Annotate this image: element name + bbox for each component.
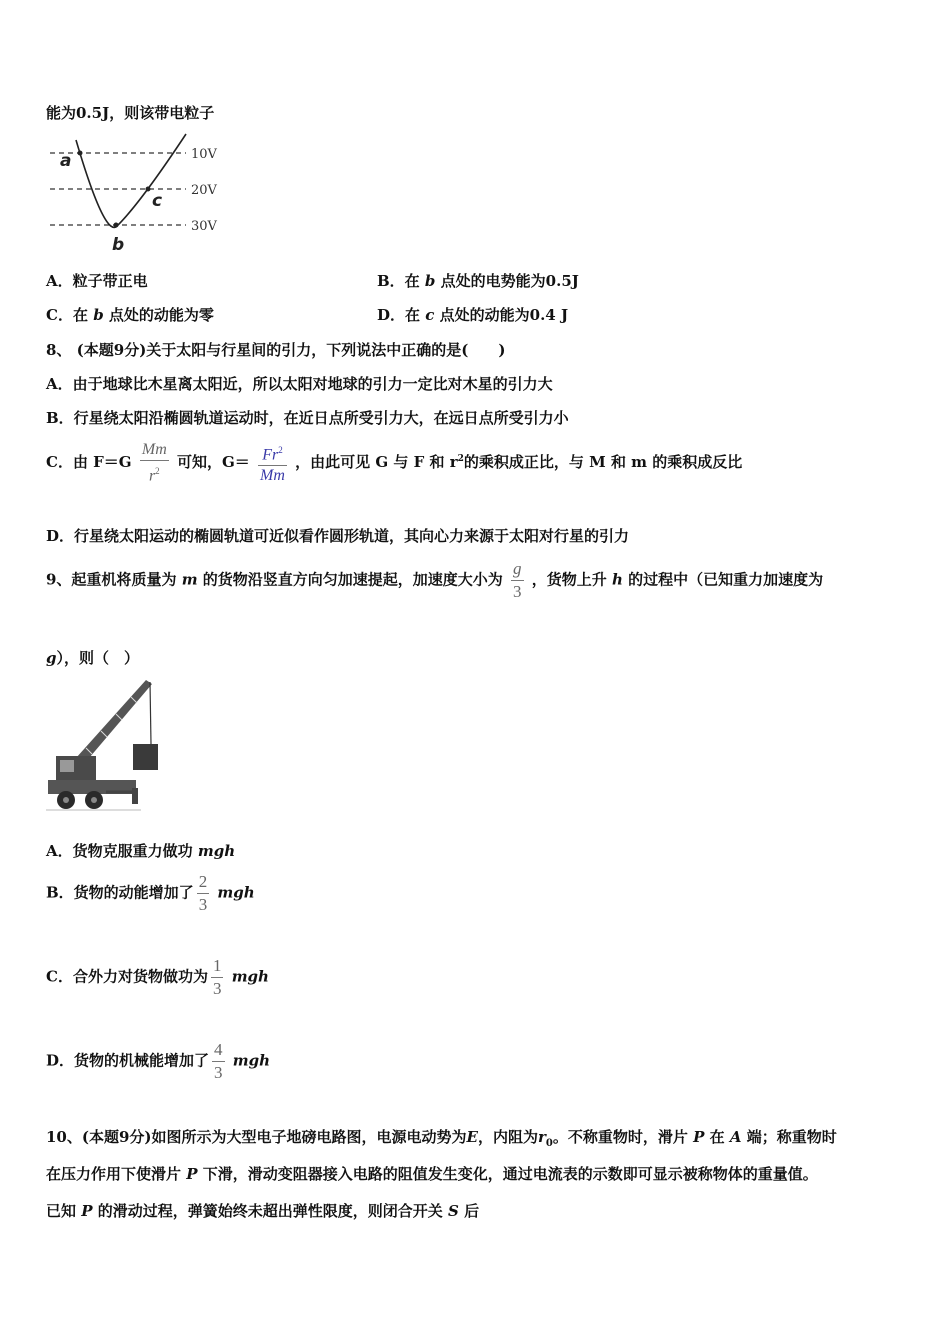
q8-option-b: B．行星绕太阳沿椭圆轨道运动时，在近日点所受引力大，在远日点所受引力小: [46, 409, 569, 427]
equipotential-figure: [46, 132, 236, 256]
q9-option-a: A．货物克服重力做功 mgh: [46, 842, 236, 860]
q10-line2: 在压力作用下使滑片 P 下滑，滑动变阻器接入电路的阻值发生变化，通过电流表的示数即可显示被称物体的重量值。: [46, 1165, 818, 1183]
q9-option-b: B．货物的动能增加了 $\frac{2}{3}$ mgh: [46, 872, 255, 914]
point-a-label: a: [60, 151, 72, 171]
q7-option-a: A．粒子带正电: [46, 272, 148, 290]
point-b-label: b: [112, 235, 125, 255]
q8-stem: 8、 (本题9分)关于太阳与行星间的引力，下列说法中正确的是( ): [46, 341, 506, 359]
q7-option-d: D．在 c 点处的动能为0.4 J: [377, 306, 569, 324]
level-30v-label: 30V: [191, 219, 217, 234]
fraction-g-over-3: $\frac{g}{3}$: [513, 559, 522, 601]
q10-line3: 已知 P 的滑动过程，弹簧始终未超出弹性限度，则闭合开关 S 后: [46, 1202, 480, 1220]
crane-figure: [46, 676, 158, 816]
q9-stem: 9、起重机将质量为 m 的货物沿竖直方向匀加速提起，加速度大小为 $\frac{g}{3}$ ，货物上升 h 的过程中（已知重力加速度为: [46, 559, 824, 601]
q7-option-c: C．在 b 点处的动能为零: [46, 306, 214, 324]
q8-option-d: D．行星绕太阳运动的椭圆轨道可近似看作圆形轨道，其向心力来源于太阳对行星的引力: [46, 527, 630, 545]
q8-option-c: C．由 F＝G $\frac{Mm}{r^2}$ 可知，G＝ $\frac{Fr^2}{Mm}$ ，由此可见 G 与 F 和 $r^2$的乘积成正比，与 M 和 m 的乘积成反比: [46, 441, 743, 485]
level-10v-label: 10V: [191, 147, 217, 162]
fraction-mm-over-r2: $\frac{Mm}{r^2}$: [141, 441, 167, 485]
fraction-2-over-3: $\frac{2}{3}$: [198, 872, 208, 914]
q9-stem-line2: g），则（ ）: [46, 649, 140, 667]
q7-option-b: B．在 b 点处的电势能为0.5J: [377, 272, 579, 290]
q9-option-c: C．合外力对货物做功为 $\frac{1}{3}$ mgh: [46, 956, 269, 998]
q8-option-a: A．由于地球比木星离太阳近，所以太阳对地球的引力一定比对木星的引力大: [46, 375, 553, 393]
fraction-fr2-over-mm: $\frac{Fr^2}{Mm}$: [260, 445, 285, 485]
intro-line: 能为0.5J，则该带电粒子: [46, 104, 215, 122]
q9-option-d: D．货物的机械能增加了 $\frac{4}{3}$ mgh: [46, 1040, 271, 1082]
point-c-label: c: [152, 191, 163, 211]
fraction-1-over-3: $\frac{1}{3}$: [212, 956, 222, 998]
fraction-4-over-3: $\frac{4}{3}$: [214, 1040, 223, 1082]
level-20v-label: 20V: [191, 183, 217, 198]
q10-line1: 10、(本题9分)如图所示为大型电子地磅电路图，电源电动势为E，内阻为$r_0$。不称重物时，滑片 P 在 A 端；称重物时: [46, 1128, 837, 1149]
